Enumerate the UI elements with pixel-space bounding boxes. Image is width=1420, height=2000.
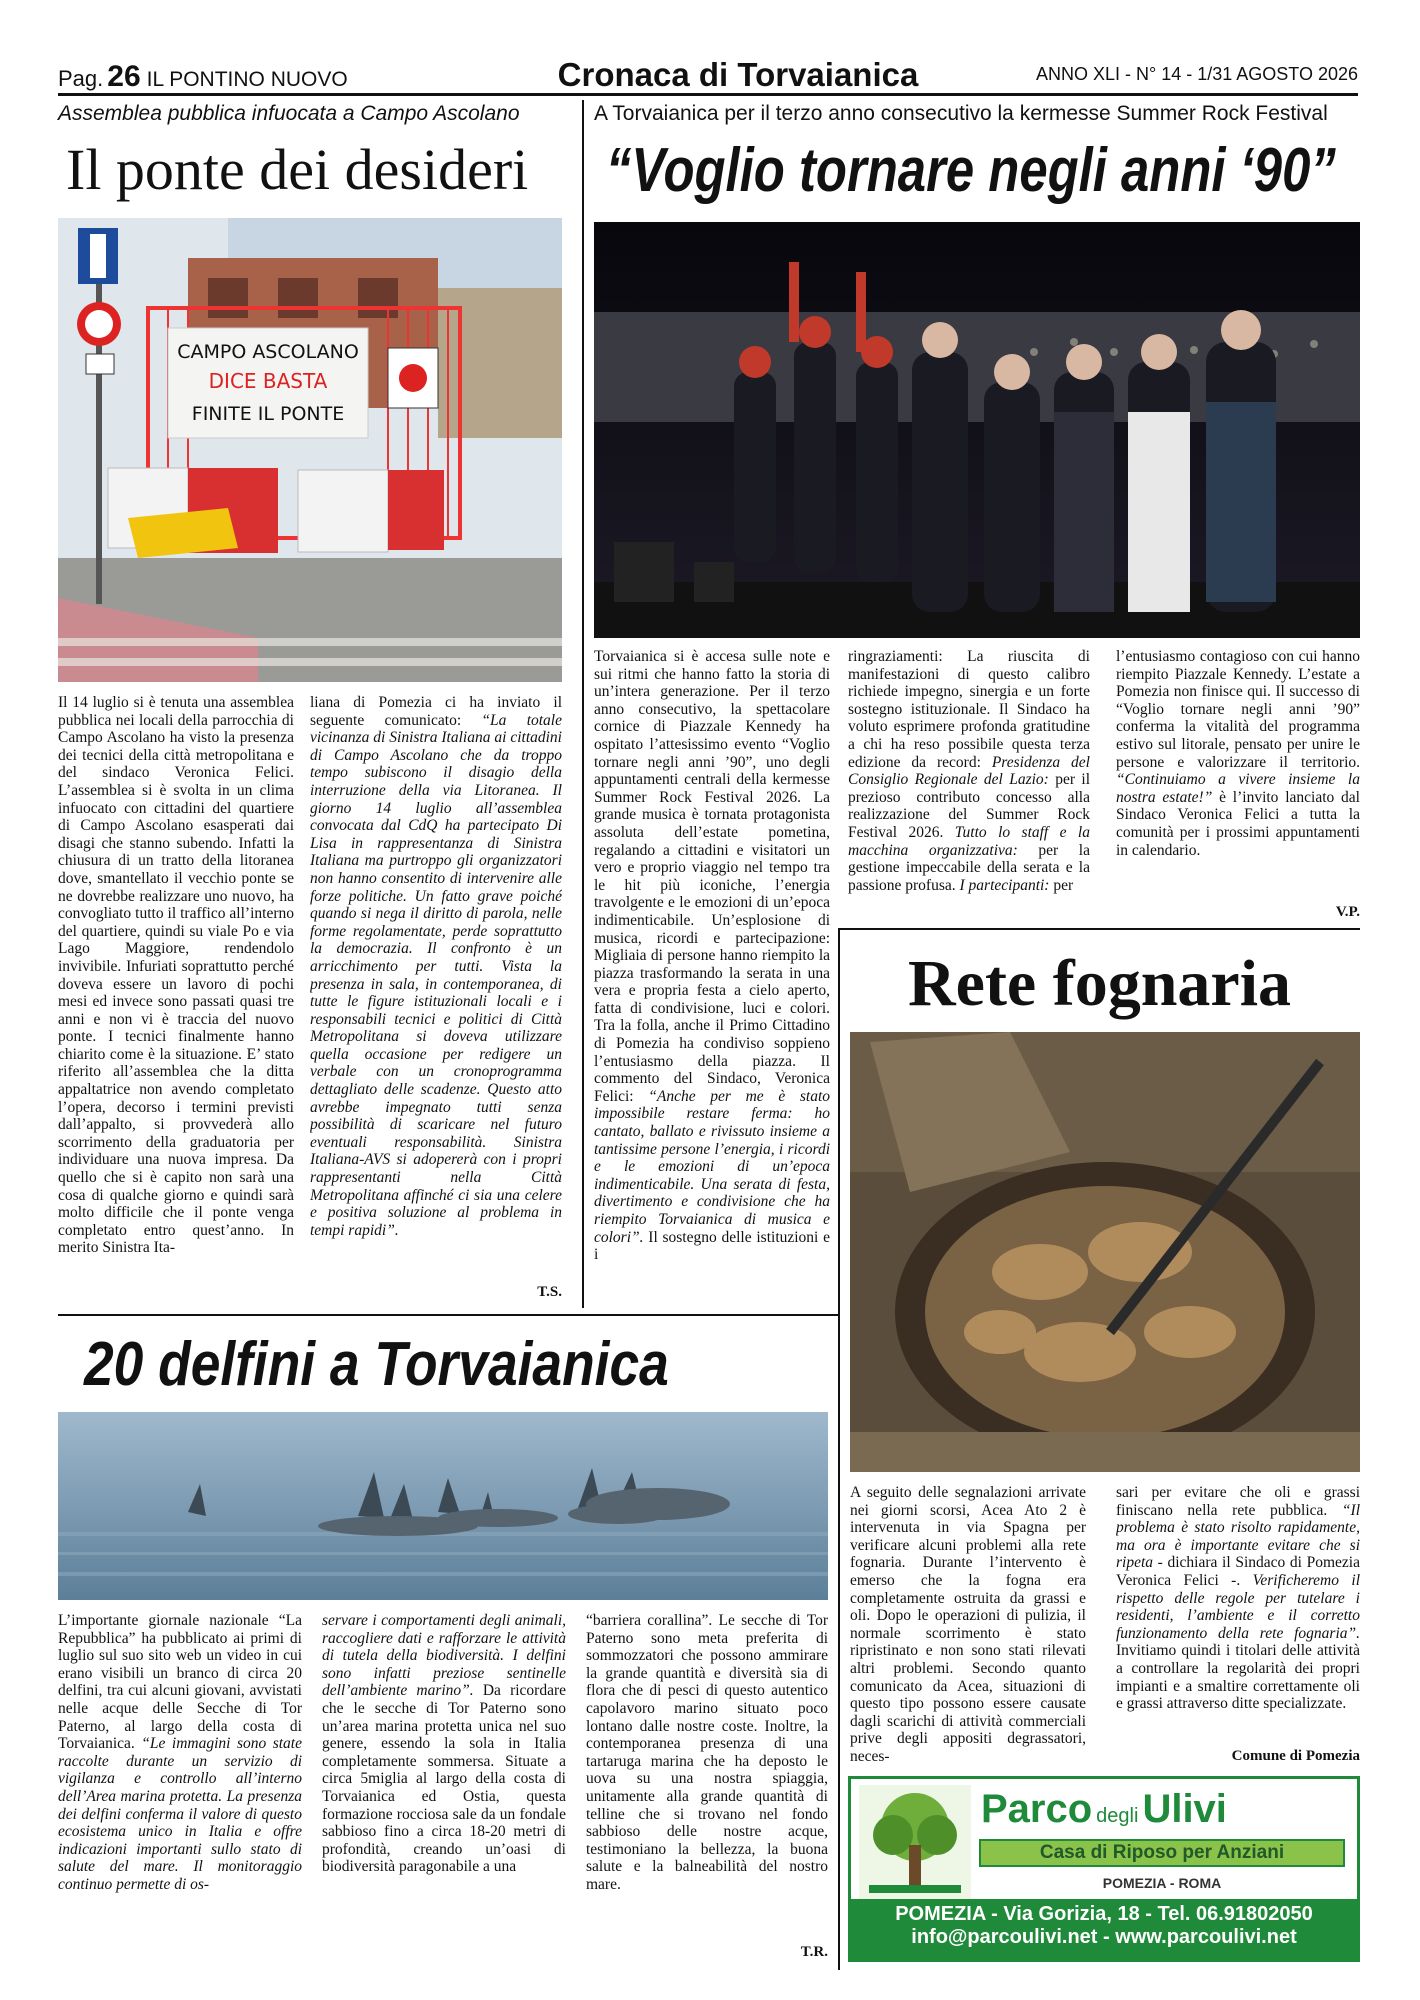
paragraph — [310, 694, 562, 1239]
headline-ponte: Il ponte dei desideri — [66, 137, 529, 202]
quote-run: “Il problema è stato risolto rapidamente, ma ora è importante evitare che si ripeta — [1116, 1501, 1360, 1572]
text-run: per il prezioso contributo concesso alla realizzazione del Summer Rock Festival 2026. — [848, 771, 1090, 841]
paragraph — [1116, 1484, 1360, 1713]
masthead — [58, 56, 1358, 96]
quote-run: servare i comportamenti degli animali, raccogliere dati e rafforzare le attività di tutela della biodiversità. I delfini sono infatti preziose sentinelle dell’ambiente marino”. — [322, 1612, 566, 1700]
issue-info: ANNO XLI - N° 14 - 1/31 AGOSTO 2026 — [1035, 64, 1358, 84]
paragraph: A seguito delle segnalazioni arrivate nei giorni scorsi, Acea Ato 2 è intervenuta in via Spagna per verificare alcuni problemi alla rete fognaria. Durante l’intervento è emerso che la fogna era completamente ostruita da grassi e oli. Dopo le operazioni di pulizia, il normale scorrimento è stato ripristinato e non sono stati rilevati altri problemi. Secondo quanto comunicato da Acea, situazioni di questo tipo possono essere causate dagli scarichi di attività commerciali prive degli appositi degrassatori, neces- — [850, 1484, 1086, 1764]
kicker-rock: A Torvaianica per il terzo anno consecutivo la kermesse Summer Rock Festival — [594, 102, 1328, 125]
ad-web[interactable]: info@parcoulivi.net - www.parcoulivi.net — [911, 1926, 1297, 1948]
section-rule — [58, 1314, 838, 1316]
headline-rock: “Voglio tornare negli anni ‘90” — [606, 136, 1336, 205]
text-run: Torvaianica si è accesa sulle note e sui ritmi che hanno fatto la storia di un’intera generazione. Per il terzo anno consecutivo, la spettacolare cornice di Piazzale Kennedy ha ospitato l’attesissimo evento “Voglio tornare negli anni ’90”, uno degli appuntamenti centrali della kermesse Summer Rock Festival 2026. La grande musica è tornata protagonista assoluta dell’estate pometina, regalando a cittadini e visitatori un vero e proprio viaggio nel tempo tra le hit più iconiche, l’energia travolgente e le emozioni di un’epoca indimenticabile. Un’esplosione di musica, ricordi e partecipazione: Migliaia di persone hanno riempito la piazza trasformando la serata in una vera e propria festa a cielo aperto, fatta di condivisione, luci e colori. Tra la folla, anche il Primo Cittadino di Pomezia ha condiviso soppieno l’entusiasmo della piazza. Il commento del Sindaco, Veronica Felici: — [594, 648, 830, 1105]
kicker-ponte: Assemblea pubblica infuocata a Campo Ascolano — [58, 102, 520, 125]
signature-delfini: T.R. — [800, 1944, 828, 1960]
street-banner-photo — [58, 218, 562, 682]
advertisement[interactable] — [848, 1776, 1360, 1962]
rock-column-1 — [594, 648, 830, 1308]
photo-ponte — [58, 218, 562, 682]
italic-run: Presidenza del Consiglio Regionale del Lazio: — [848, 753, 1090, 789]
quote-run: “La totale vicinanza di Sinistra Italiana ai cittadini di Campo Ascolano che da troppo tempo subiscono il disagio della interruzione della via Litoranea. Il giorno 14 luglio all’assemblea convocata dal CdQ ha partecipato Di Lisa in rappresentanza di Sinistra Italiana ma purtroppo gli organizzatori non hanno consentito di intervenire alle forze politiche. Un fatto grave poiché quando si nega il diritto di parola, nelle forme regolamentate, perde soprattutto la democrazia. Il confronto è un arricchimento per tutti. Vista la presenza in sala, in contemporanea, di tutte le figure istituzionali locali e i responsabili tecnici e politici di Città Metropolitana si doveva utilizzare quella occasione per redigere un verbale con un cronoprogramma dettagliato delle scadenze. Questo atto avrebbe impegnato tutti senza possibilità di scaricare nel futuro eventuali responsabilità. Sinistra Italiana-AVS si adopererà con i propri rappresentanti nella Città Metropolitana affinché ci sia una celere e positiva soluzione al problema in tempi rapidi”. — [310, 711, 562, 1239]
headline-fogna: Rete fognaria — [908, 947, 1292, 1020]
photo-fogna — [850, 1032, 1360, 1472]
quote-run: “Anche per me è stato impossibile restare ferma: ho cantato, ballato e rivissuto insieme a tantissime persone l’energia, i ricordi e le emozioni di un’epoca indimenticabile. Una serata di festa, divertimento e condivisione che ha riempito Torvaianica di musica e colori”. — [594, 1087, 830, 1246]
paragraph — [322, 1612, 566, 1876]
italic-run: I partecipanti: — [959, 876, 1050, 894]
text-run: Il sostegno delle istituzioni e i — [594, 1228, 830, 1264]
text-run: ringraziamenti: La riuscita di manifestazioni di questo calibro richiede impegno, sinergia e un forte sostegno istituzionale. Il Sindaco ha voluto esprimere profonda gratitudine a chi ha reso possibile questa terza edizione da record: — [848, 648, 1090, 771]
signature-fogna: Comune di Pomezia — [1231, 1748, 1360, 1764]
banner-text: FINITE IL PONTE — [191, 403, 345, 425]
ad-header — [851, 1779, 1357, 1903]
ponte-column-2 — [310, 694, 562, 1276]
paragraph: Il 14 luglio si è tenuta una assemblea pubblica nei locali della parrocchia di Campo Ascolano ha visto la presenza dei tecnici della città metropolitana e del sindaco Veronica Felici. L’assemblea si è svolta in un clima infuocato con cittadini del quartiere di Campo Ascolano esasperati dai disagi che stanno subendo. Infatti la chiusura di un tratto della litoranea dove, smantellato il vecchio ponte se ne dovrebbe realizzare uno nuovo, ha convogliato tutto il traffico all’interno del quartiere, quindi su viale Po e via Lago Maggiore, rendendolo invivibile. Infuriati soprattutto perché doveva essere un lavoro di pochi mesi ed invece sono passati quasi tre anni e non vi è traccia del nuovo ponte. I tecnici finalmente hanno chiarito come è la situazione. E’ stato riferito all’assemblea che la ditta appaltatrice non avendo completato l’opera, decorso i termini previsti dall’appalto, si provvederà allo scorrimento della graduatoria per individuare una nuova impresa. Da quello che si è capito non sarà una cosa di qualche giorno e quindi sarà molto difficile che il ponte venga completato entro quest’anno. In merito Sinistra Ita- — [58, 694, 294, 1257]
text-run: l’entusiasmo contagioso con cui hanno riempito Piazzale Kennedy. L’estate a Pomezia non finisce qui. Il successo di “Voglio tornare negli anni ’90” conferma la vitalità del programma estivo sul litorale, pensato per unire le persone e valorizzare il territorio. — [1116, 648, 1360, 771]
paragraph — [1116, 648, 1360, 859]
delfini-column-2 — [322, 1612, 566, 1968]
paragraph — [58, 1612, 302, 1894]
text-run: Invitiamo quindi i titolari delle attività a controllare la regolarità dei propri impianti e a smaltire correttamente oli e grassi attraverso ditte specializzate. — [1116, 1642, 1360, 1713]
banner-text: CAMPO ASCOLANO — [177, 341, 359, 363]
text-run: Da ricordare che le secche di Tor Paterno sono un’area marina protetta unica nel suo genere, essendo la sola in Italia completamente sommersa. Situate a circa 5miglia al largo della costa di Torvaianica ed Ostia, questa formazione rocciosa sale da un fondale sabbioso fino a circa 18-20 metri di profondità, creando un’oasi di biodiversità paragonabile a una — [322, 1682, 566, 1876]
section-rule — [838, 928, 1360, 930]
banner-text: DICE BASTA — [208, 369, 328, 393]
ad-address: POMEZIA - Via Gorizia, 18 - Tel. 06.91802050 — [895, 1903, 1313, 1925]
delfini-column-3 — [586, 1612, 828, 1942]
paragraph: “barriera corallina”. Le secche di Tor Paterno sono meta preferita di sommozzatori che possono ammirare la grande quantità e diversità sia di flora che di pesci di questo autentico capolavoro marino situato poco lontano dalle nostre coste. Inoltre, la contemporanea presenza di una tartaruga marina che ha deposto le uova su una nostra spiaggia, unitamente alla grande quantità di telline che si trovano nel fondo sabbioso delle nostre acque, testimoniano la bellezza, la buona salute e la balneabilità del nostro mare. — [586, 1612, 828, 1893]
ad-brand — [981, 1787, 1227, 1832]
quote-run: “Le immagini sono state raccolte durante un servizio di vigilanza e controllo all’interno dell’Area marina protetta. La presenza dei delfini conferma il valore di questo ecosistema unico in Italia e offre indicazioni importanti sullo stato di salute del mare. Il monitoraggio continuo permette di os- — [58, 1735, 302, 1893]
ad-brand-part: Ulivi — [1142, 1787, 1227, 1831]
signature-ponte: T.S. — [537, 1284, 562, 1300]
rock-column-3 — [1116, 648, 1360, 900]
page-number: 26 — [107, 60, 141, 93]
ad-brand-part: degli — [1096, 1805, 1139, 1827]
paragraph — [848, 648, 1090, 894]
text-run: è l’invito lanciato dal Sindaco Veronica Felici a tutta la comunità per i prossimi appuntamenti in calendario. — [1116, 788, 1360, 859]
page-label: Pag. — [58, 66, 104, 91]
section-title: Cronaca di Torvaianica — [557, 56, 919, 93]
headline-delfini: 20 delfini a Torvaianica — [84, 1330, 669, 1399]
column-rule — [582, 100, 584, 1308]
quote-run: Verificheremo il rispetto delle regole per tutelare i residenti, l’ambiente e il corretto funzionamento della rete fognaria”. — [1116, 1571, 1360, 1642]
rock-column-2 — [848, 648, 1090, 926]
text-run: sari per evitare che oli e grassi finiscano nella rete pubblica. — [1116, 1484, 1360, 1519]
ad-location: POMEZIA - ROMA — [1102, 1875, 1222, 1891]
text-run: per — [1049, 876, 1074, 894]
column-rule — [838, 930, 840, 1970]
delfini-column-1 — [58, 1612, 302, 1968]
ad-subtitle: Casa di Riposo per Anziani — [979, 1839, 1345, 1867]
dolphins-photo — [58, 1412, 828, 1600]
manhole-photo — [850, 1032, 1360, 1472]
photo-rock — [594, 222, 1360, 638]
ponte-column-1 — [58, 694, 294, 1302]
concert-stage-photo — [594, 222, 1360, 638]
ad-brand-part: Parco — [981, 1787, 1093, 1831]
quote-run: “Continuiamo a vivere insieme la nostra estate!” — [1116, 771, 1360, 806]
page-info — [58, 60, 348, 94]
paragraph — [594, 648, 830, 1264]
publication-name: IL PONTINO NUOVO — [146, 68, 348, 91]
fogna-column-1 — [850, 1484, 1086, 1764]
text-run: - dichiara il Sindaco di Pomezia Veronica Felici -. — [1116, 1554, 1360, 1589]
text-run: liana di Pomezia ci ha inviato il seguente comunicato: — [310, 694, 562, 729]
fogna-column-2 — [1116, 1484, 1360, 1746]
text-run: L’importante giornale nazionale “La Repubblica” ha pubblicato ai primi di luglio sul suo sito web un video in cui erano visibili un branco di circa 20 delfini, tra cui alcuni giovani, avvistati nelle acque delle Secche di Tor Paterno, al largo della costa di Torvaianica. — [58, 1612, 302, 1753]
olive-tree-logo — [859, 1785, 971, 1899]
ad-contacts — [851, 1899, 1357, 1959]
italic-run: Tutto lo staff e la macchina organizzativa: — [848, 823, 1090, 859]
signature-rock: V.P. — [1335, 904, 1360, 920]
text-run: per la gestione impeccabile della serata e la passione profusa. — [848, 841, 1090, 894]
photo-delfini — [58, 1412, 828, 1600]
